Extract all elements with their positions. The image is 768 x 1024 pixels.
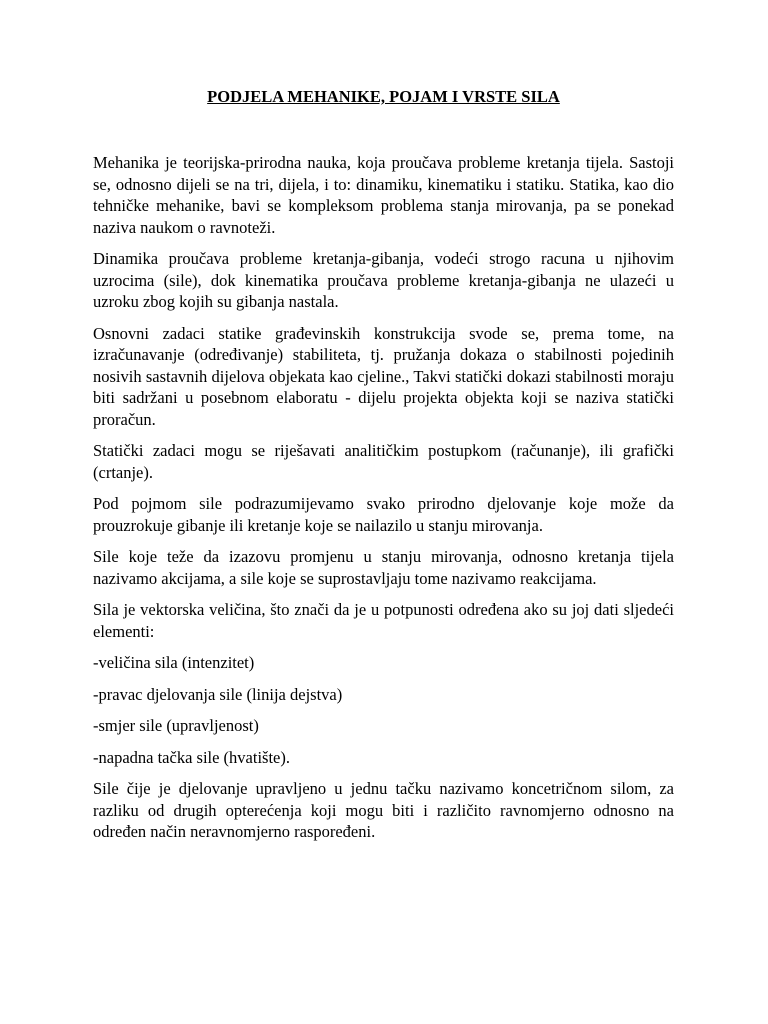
list-item: -veličina sila (intenzitet) bbox=[93, 653, 255, 672]
paragraph-concentrated-force: Sile čije je djelovanje upravljeno u jednu tačku nazivamo koncetričnom silom, za razliku od drugih opterećenja koji mogu biti i različito ravnomjerno odnosno na određen način neravnomjerno raspoređeni. bbox=[93, 779, 674, 841]
paragraph-force-definition: Pod pojmom sile podrazumijevamo svako prirodno djelovanje koje može da prouzrokuje gibanje ili kretanje koje se nailazilo u stanju mirovanja. bbox=[93, 494, 674, 535]
force-elements-list bbox=[93, 652, 674, 768]
list-item: -pravac djelovanja sile (linija dejstva) bbox=[93, 684, 343, 704]
paragraph-dynamics: Dinamika proučava probleme kretanja-gibanja, vodeći strogo racuna u njihovim uzrocima (sile), dok kinematika proučava probleme kretanja-gibanja ne ulazeći u uzroku zbog kojih su gibanja nastala. bbox=[93, 249, 674, 311]
document-page bbox=[93, 86, 674, 853]
paragraph-statics-tasks: Osnovni zadaci statike građevinskih konstrukcija svode se, prema tome, na izračunavanje (određivanje) stabiliteta, tj. pružanja dokaza o stabilnosti pojedinih nosivih sastavnih dijelova objekata kao cjeline., Takvi statički dokazi stabilnosti moraju biti sadržani u posebnom elaboratu - dijelu projekta objekta koji se naziva statički proračun. bbox=[93, 323, 674, 429]
paragraph-actions-reactions: Sile koje teže da izazovu promjenu u stanju mirovanja, odnosno kretanja tijela nazivamo akcijama, a sile koje se suprostavljaju tome nazivamo reakcijama. bbox=[93, 547, 674, 588]
paragraph-mechanics-intro: Mehanika je teorijska-prirodna nauka, koja proučava probleme kretanja tijela. Sastoji se, odnosno dijeli se na tri, dijela, i to: dinamiku, kinematiku i statiku. Statika, kao dio tehničke mehanike, bavi se kompleksom problema stanja mirovanja, pa se ponekad naziva naukom o ravnoteži. bbox=[93, 153, 674, 237]
list-item: -napadna tačka sile (hvatište). bbox=[93, 747, 290, 767]
list-item: -smjer sile (upravljenost) bbox=[93, 716, 259, 735]
document-title: PODJELA MEHANIKE, POJAM I VRSTE SILA bbox=[207, 87, 560, 106]
paragraph-static-methods: Statički zadaci mogu se riješavati analitičkim postupkom (računanje), ili grafički (crtanje). bbox=[93, 441, 674, 482]
paragraph-vector-quantity: Sila je vektorska veličina, što znači da je u potpunosti određena ako su joj dati sljedeći elementi: bbox=[93, 600, 674, 641]
